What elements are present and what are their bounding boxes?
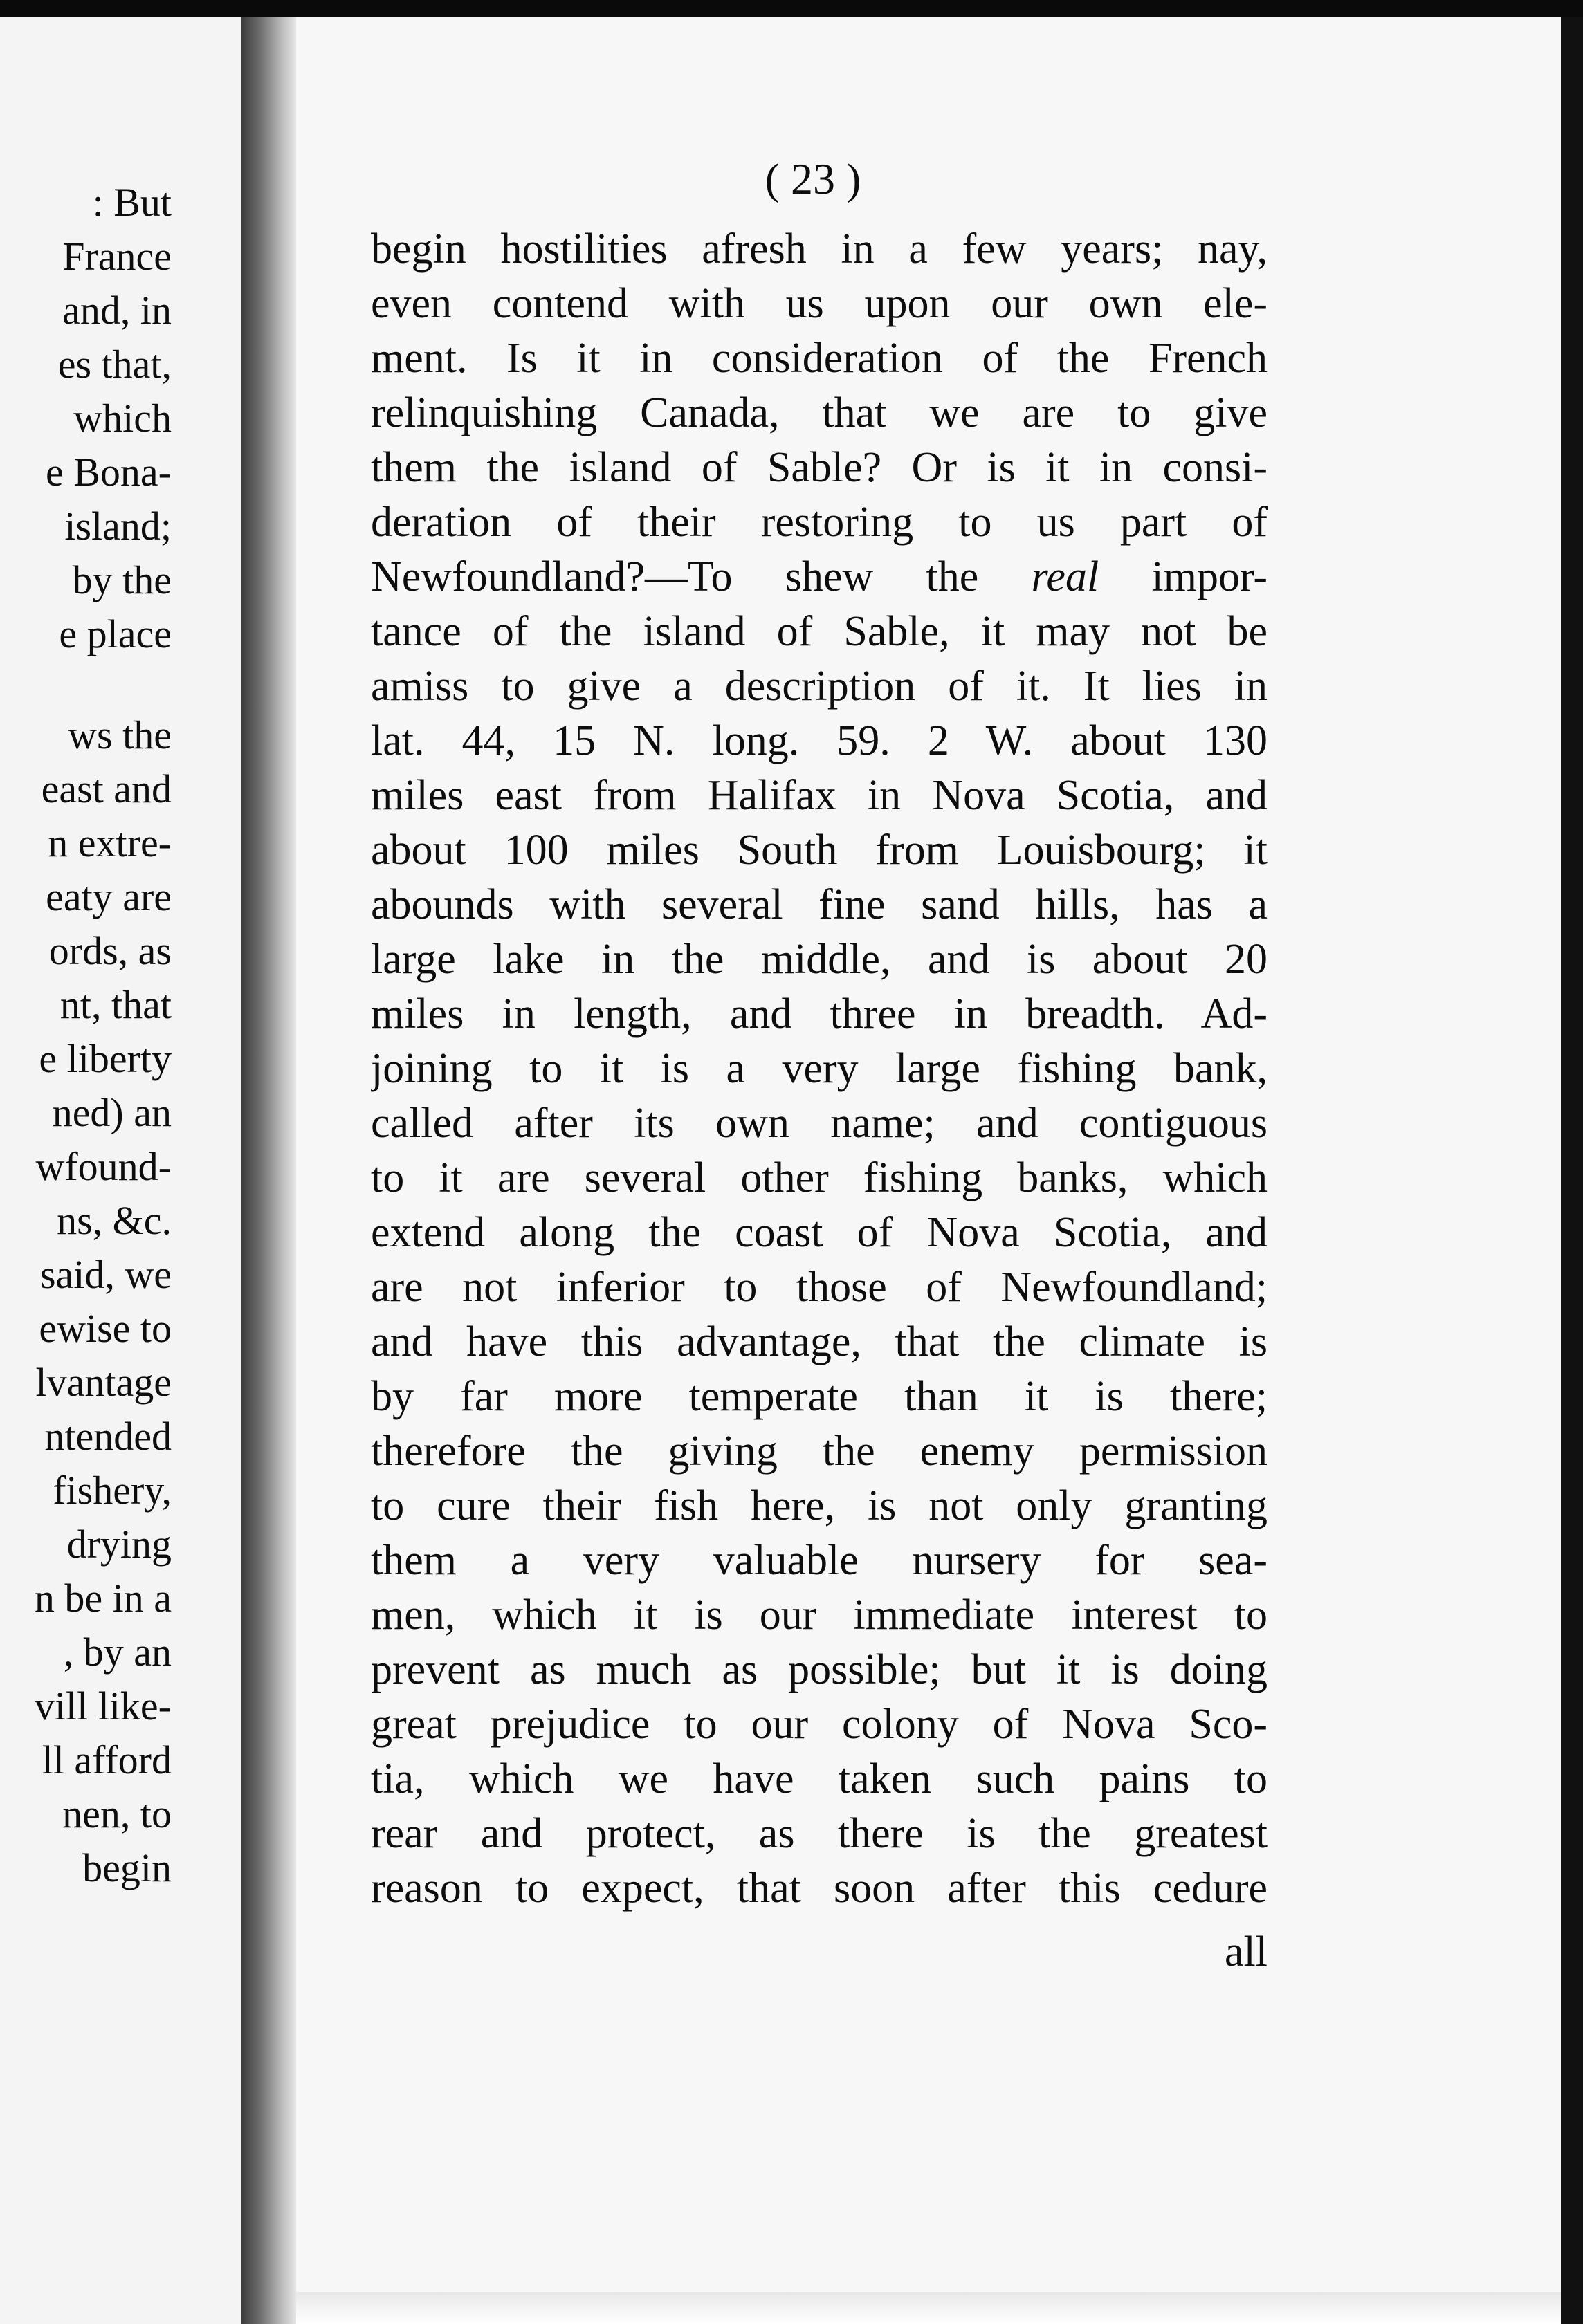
left-page-line: es that, [57, 342, 172, 387]
body-line: ment. Is it in consideration of the French [371, 335, 1268, 382]
body-line: abounds with several fine sand hills, has a [371, 881, 1268, 928]
body-line: about 100 miles South from Louisbourg; it [371, 827, 1268, 874]
left-page-line: nen, to [62, 1791, 172, 1836]
body-line: joining to it is a very large fishing bank, [371, 1045, 1268, 1092]
left-page-line: n be in a [34, 1576, 172, 1621]
body-line: by far more temperate than it is there; [371, 1373, 1268, 1420]
book-gutter [241, 17, 296, 2324]
scan-top-border [0, 0, 1583, 17]
catchword: all [1225, 1928, 1268, 1975]
body-line: to it are several other fishing banks, which [371, 1154, 1268, 1201]
left-page-line: lvantage [35, 1360, 172, 1405]
body-line: prevent as much as possible; but it is doing [371, 1646, 1268, 1693]
scan-right-border [1561, 17, 1583, 2324]
body-line: deration of their restoring to us part of [371, 499, 1268, 546]
left-page-line: e liberty [39, 1036, 172, 1081]
body-line: therefore the giving the enemy permission [371, 1428, 1268, 1475]
italic-word: real [1031, 553, 1099, 600]
body-line: are not inferior to those of Newfoundland; [371, 1264, 1268, 1311]
body-line: them the island of Sable? Or is it in consi- [371, 444, 1268, 491]
body-line: even contend with us upon our own ele- [371, 280, 1268, 327]
body-line: called after its own name; and contiguous [371, 1100, 1268, 1147]
left-page-line: begin [82, 1845, 172, 1890]
body-line: lat. 44, 15 N. long. 59. 2 W. about 130 [371, 717, 1268, 764]
page-bottom-edge [296, 2292, 1561, 2324]
body-line: tia, which we have taken such pains to [371, 1755, 1268, 1802]
left-page-line: ws the [68, 712, 172, 757]
left-page-line: ntended [44, 1414, 172, 1459]
left-page-line: and, in [62, 288, 172, 333]
left-page-line: France [62, 234, 172, 279]
left-page-line: e place [59, 611, 172, 656]
body-line: begin hostilities afresh in a few years; nay, [371, 225, 1268, 273]
body-line: large lake in the middle, and is about 20 [371, 936, 1268, 983]
body-line: men, which it is our immediate interest to [371, 1592, 1268, 1639]
left-page-line: by the [72, 557, 172, 602]
left-page-line: ns, &c. [57, 1198, 172, 1243]
body-line: amiss to give a description of it. It lies in [371, 663, 1268, 710]
body-line: to cure their fish here, is not only granting [371, 1482, 1268, 1529]
left-page-line: eaty are [46, 874, 172, 919]
body-line: great prejudice to our colony of Nova Sco- [371, 1701, 1268, 1748]
left-page-line: e Bona- [46, 450, 172, 495]
left-page-line: , by an [63, 1630, 172, 1675]
left-page-line: said, we [39, 1252, 172, 1297]
left-page-line: ords, as [48, 928, 172, 973]
left-page-line: east and [41, 766, 172, 811]
left-page-line: drying [66, 1522, 172, 1567]
left-page-line: ewise to [39, 1306, 172, 1351]
body-line: them a very valuable nursery for sea- [371, 1537, 1268, 1584]
left-page-line: wfound- [35, 1144, 172, 1189]
left-page-line: fishery, [53, 1468, 172, 1513]
body-line: miles east from Halifax in Nova Scotia, and [371, 772, 1268, 819]
left-page-line: vill like- [34, 1684, 172, 1728]
left-page-line: n extre- [48, 820, 172, 865]
left-page-line: nt, that [60, 982, 172, 1027]
body-line: rear and protect, as there is the greatest [371, 1810, 1268, 1857]
left-page-line: : But [92, 180, 172, 225]
left-page-line: island; [64, 504, 172, 548]
body-line: relinquishing Canada, that we are to give [371, 389, 1268, 436]
body-line: tance of the island of Sable, it may not be [371, 608, 1268, 655]
left-page [0, 17, 241, 2324]
page-number: ( 23 ) [765, 154, 861, 203]
body-line: Newfoundland?—To shew the real impor- [371, 553, 1268, 600]
body-line: and have this advantage, that the climate is [371, 1318, 1268, 1365]
left-page-line: ned) an [52, 1090, 172, 1135]
left-page-line: ll afford [42, 1737, 172, 1782]
left-page-line: which [73, 396, 172, 441]
body-line: extend along the coast of Nova Scotia, and [371, 1209, 1268, 1256]
body-line: miles in length, and three in breadth. Ad- [371, 990, 1268, 1038]
body-line: reason to expect, that soon after this cedure [371, 1865, 1268, 1912]
